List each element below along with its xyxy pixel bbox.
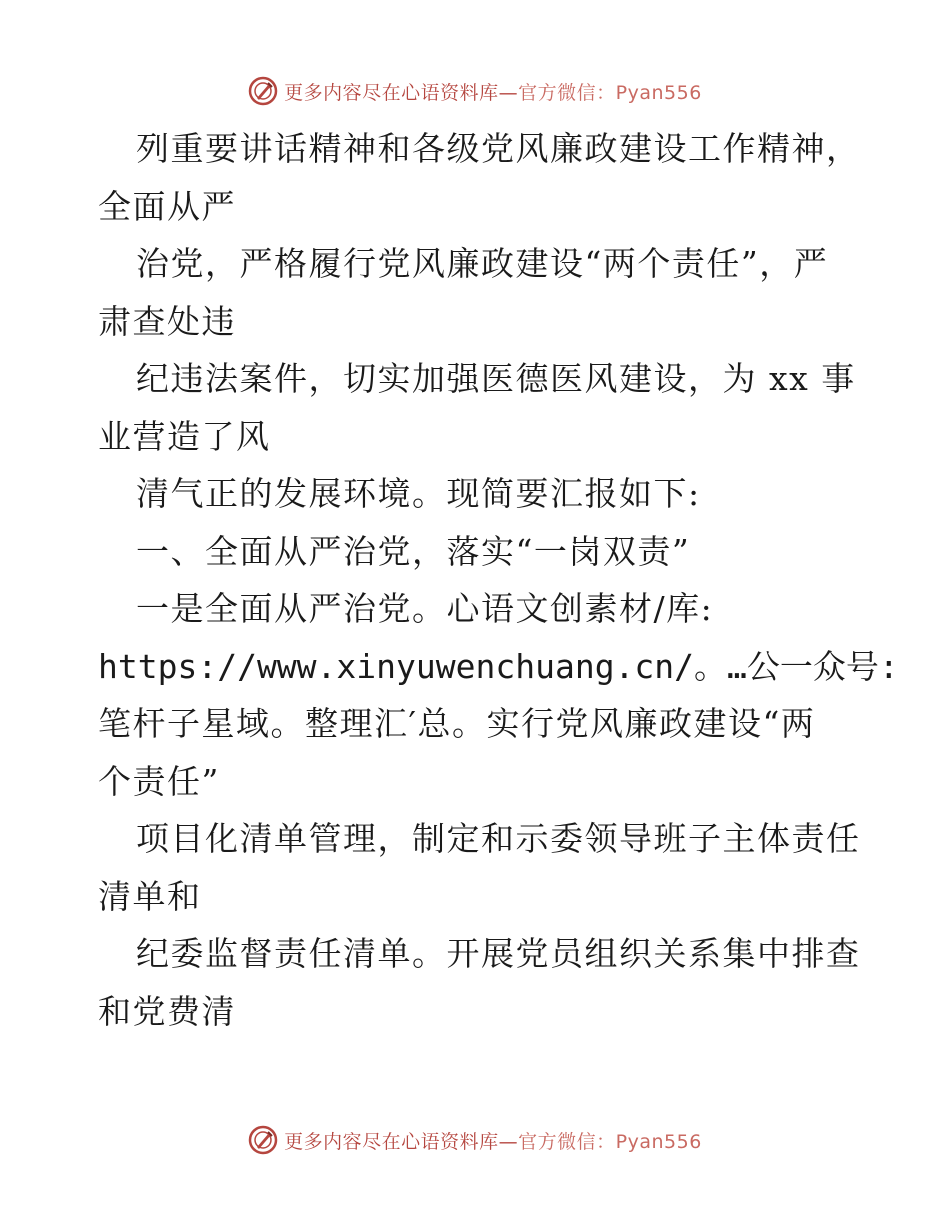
watermark-brand: 更多内容尽在心语资料库— xyxy=(284,1130,519,1153)
url-line: https://www.xinyuwenchuang.cn/。…公一众号: xyxy=(98,646,899,686)
text-line: 治党，严格履行党风廉政建设“两个责任”，严 xyxy=(136,244,829,283)
watermark-brand: 更多内容尽在心语资料库— xyxy=(284,81,519,104)
document-body xyxy=(98,120,899,1040)
text-line: 全面从严 xyxy=(98,186,236,226)
watermark-text xyxy=(284,1127,702,1154)
red-seal-logo-icon xyxy=(248,1125,278,1155)
text-line: 一是全面从严治党。心语文创素材/库: xyxy=(136,589,714,628)
header-watermark xyxy=(0,71,950,111)
text-line: 列重要讲话精神和各级党风廉政建设工作精神， xyxy=(136,129,861,168)
text-line: 笔杆子星域。整理汇′总。实行党风廉政建设“两 xyxy=(98,704,816,743)
text-line: 纪违法案件，切实加强医德医风建设，为 xx 事 xyxy=(136,359,856,398)
footer-watermark xyxy=(0,1120,950,1160)
text-line: 和党费清 xyxy=(98,991,236,1031)
watermark-text xyxy=(284,78,702,105)
text-line: 个责任” xyxy=(98,761,220,801)
watermark-contact: 官方微信：Pyan556 xyxy=(518,81,702,104)
text-line: 业营造了风 xyxy=(98,416,271,456)
text-line: 纪委监督责任清单。开展党员组织关系集中排查 xyxy=(136,934,861,973)
section-heading: 一、全面从严治党，落实“一岗双责” xyxy=(136,531,691,571)
text-line: 清气正的发展环境。现简要汇报如下: xyxy=(136,474,701,513)
text-line: 项目化清单管理，制定和示委领导班子主体责任 xyxy=(136,819,861,858)
text-line: 肃查处违 xyxy=(98,301,236,341)
watermark-contact: 官方微信：Pyan556 xyxy=(518,1130,702,1153)
red-seal-logo-icon xyxy=(248,76,278,106)
text-line: 清单和 xyxy=(98,876,202,916)
